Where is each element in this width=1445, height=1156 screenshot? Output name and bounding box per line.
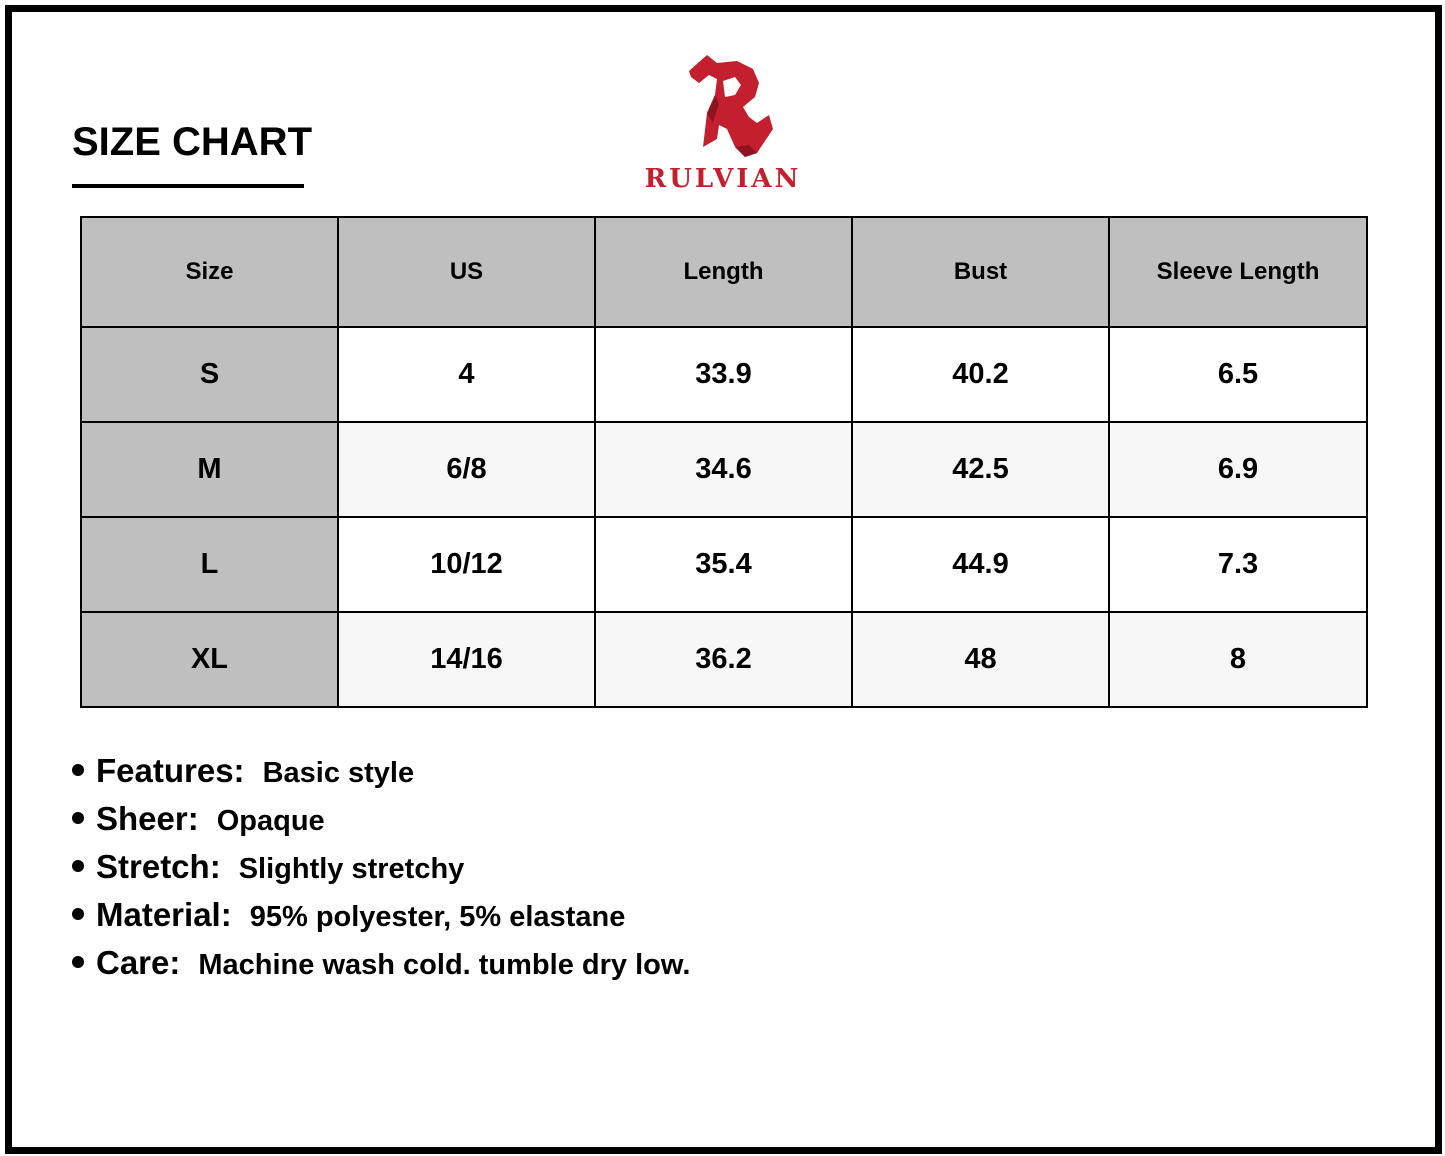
r-monogram-icon — [677, 53, 773, 161]
header-size: Size — [81, 217, 338, 327]
feature-value: Basic style — [262, 757, 415, 789]
header-sleeve-length: Sleeve Length — [1109, 217, 1367, 327]
brand-wordmark: RULVIAN — [644, 164, 802, 194]
feature-value: 95% polyester, 5% elastane — [249, 901, 626, 933]
title-underline — [72, 184, 304, 188]
us-cell: 14/16 — [338, 612, 595, 707]
us-cell: 10/12 — [338, 517, 595, 612]
feature-value: Machine wash cold. tumble dry low. — [198, 949, 691, 981]
table-row — [81, 327, 1367, 422]
bullet-icon — [72, 908, 84, 920]
header-length: Length — [595, 217, 852, 327]
table-row — [81, 517, 1367, 612]
length-cell: 34.6 — [595, 422, 852, 517]
length-cell: 33.9 — [595, 327, 852, 422]
bust-cell: 40.2 — [852, 327, 1109, 422]
bullet-icon — [72, 812, 84, 824]
feature-value: Slightly stretchy — [238, 853, 465, 885]
feature-label: Care: — [96, 944, 181, 981]
length-cell: 35.4 — [595, 517, 852, 612]
size-cell: S — [81, 327, 338, 422]
list-item — [72, 896, 690, 944]
list-item — [72, 800, 690, 848]
bullet-icon — [72, 860, 84, 872]
feature-list — [72, 752, 690, 992]
table-header-row — [81, 217, 1367, 327]
bullet-icon — [72, 956, 84, 968]
feature-value: Opaque — [216, 805, 325, 837]
sleeve-cell: 8 — [1109, 612, 1367, 707]
sleeve-cell: 6.5 — [1109, 327, 1367, 422]
bust-cell: 42.5 — [852, 422, 1109, 517]
us-cell: 4 — [338, 327, 595, 422]
brand-logo — [622, 50, 822, 200]
header-bust: Bust — [852, 217, 1109, 327]
list-item — [72, 752, 690, 800]
size-table — [80, 216, 1368, 708]
table-row — [81, 422, 1367, 517]
size-cell: XL — [81, 612, 338, 707]
list-item — [72, 848, 690, 896]
feature-label: Stretch: — [96, 848, 221, 885]
size-cell: M — [81, 422, 338, 517]
feature-label: Material: — [96, 896, 232, 933]
size-cell: L — [81, 517, 338, 612]
bullet-icon — [72, 764, 84, 776]
length-cell: 36.2 — [595, 612, 852, 707]
feature-label: Sheer: — [96, 800, 199, 837]
header-us: US — [338, 217, 595, 327]
sleeve-cell: 6.9 — [1109, 422, 1367, 517]
feature-label: Features: — [96, 752, 245, 789]
list-item — [72, 944, 690, 992]
page-title: SIZE CHART — [72, 120, 312, 164]
bust-cell: 48 — [852, 612, 1109, 707]
bust-cell: 44.9 — [852, 517, 1109, 612]
us-cell: 6/8 — [338, 422, 595, 517]
table-row — [81, 612, 1367, 707]
sleeve-cell: 7.3 — [1109, 517, 1367, 612]
